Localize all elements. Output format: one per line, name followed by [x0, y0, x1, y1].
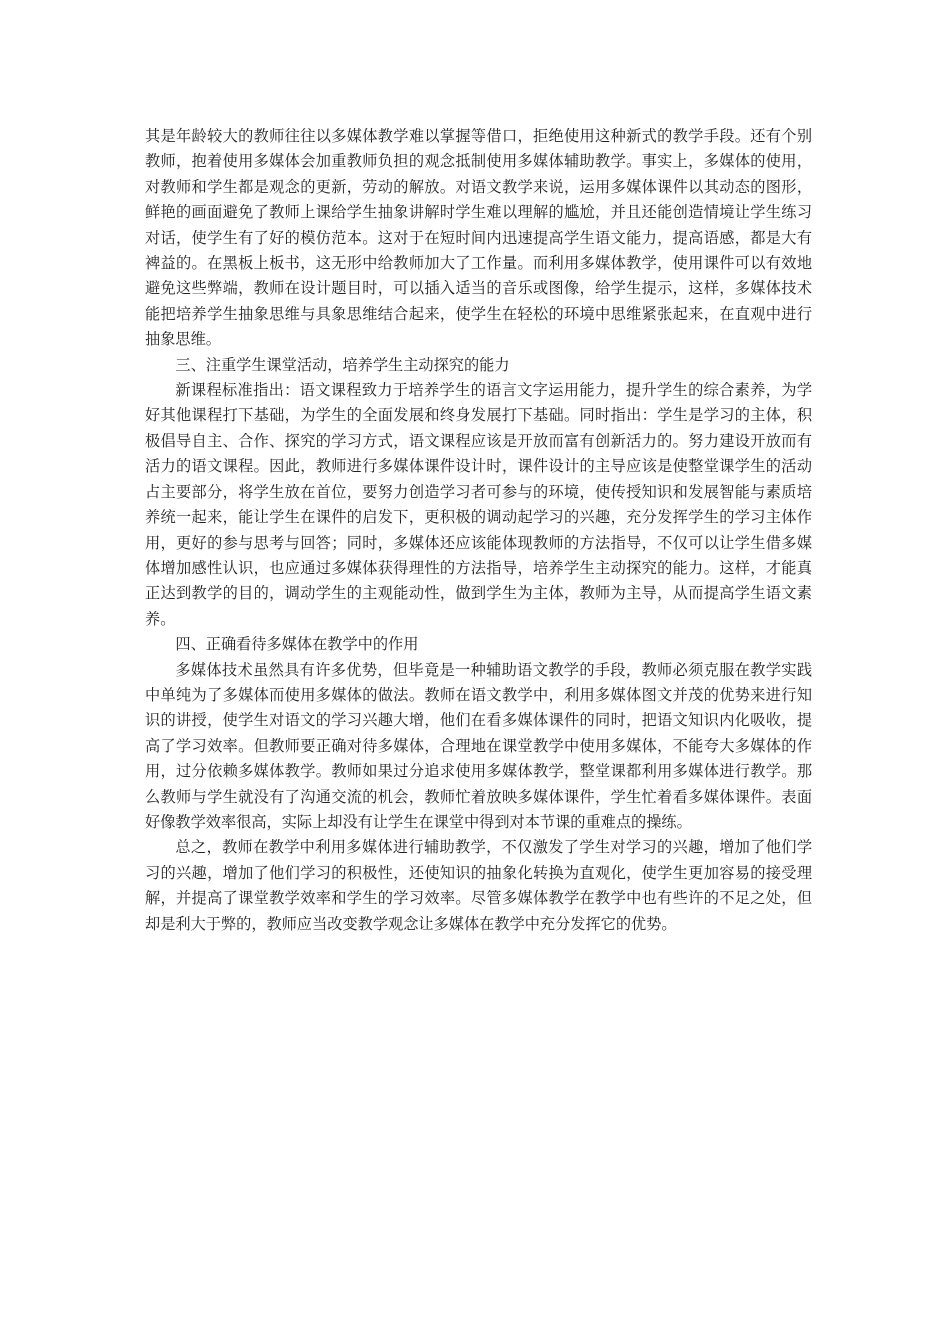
paragraph-multimedia-role: 多媒体技术虽然具有许多优势，但毕竟是一种辅助语文教学的手段，教师必须克服在教学实践中单纯为了多媒体而使用多媒体的做法。教师在语文教学中，利用多媒体图文并茂的优势来进行知识的讲授，使学生对语文的学习兴趣大增，他们在看多媒体课件的同时，把语文知识内化吸收，提高了学习效率。但教师要正确对待多媒体，合理地在课堂教学中使用多媒体，不能夸大多媒体的作用，过分依赖多媒体教学。教师如果过分追求使用多媒体教学，整堂课都利用多媒体进行教学。那么教师与学生就没有了沟通交流的机会，教师忙着放映多媒体课件，学生忙着看多媒体课件。表面好像教学效率很高，实际上却没有让学生在课堂中得到对本节课的重难点的操练。	[145, 660, 812, 831]
paragraph-continued: 其是年龄较大的教师往往以多媒体教学难以掌握等借口，拒绝使用这种新式的教学手段。还有个别教师，抱着使用多媒体会加重教师负担的观念抵制使用多媒体辅助教学。事实上，多媒体的使用，对教师和学生都是观念的更新，劳动的解放。对语文教学来说，运用多媒体课件以其动态的图形，鲜艳的画面避免了教师上课给学生抽象讲解时学生难以理解的尴尬，并且还能创造情境让学生练习对话，使学生有了好的模仿范本。这对于在短时间内迅速提高学生语文能力，提高语感，都是大有裨益的。在黑板上板书，这无形中给教师加大了工作量。而利用多媒体教学，使用课件可以有效地避免这些弊端，教师在设计题目时，可以插入适当的音乐或图像，给学生提示，这样，多媒体技术能把培养学生抽象思维与具象思维结合起来，使学生在轻松的环境中思维紧张起来，在直观中进行抽象思维。	[145, 127, 812, 349]
section-heading-4: 四、正确看待多媒体在教学中的作用	[175, 635, 419, 654]
section-heading-3: 三、注重学生课堂活动，培养学生主动探究的能力	[175, 355, 510, 374]
document-body	[145, 124, 812, 937]
paragraph-conclusion: 总之，教师在教学中利用多媒体进行辅助教学，不仅激发了学生对学习的兴趣，增加了他们学习的兴趣，增加了他们学习的积极性，还使知识的抽象化转换为直观化，使学生更加容易的接受理解，并提高了课堂教学效率和学生的学习效率。尽管多媒体教学在教学中也有些许的不足之处，但却是利大于弊的，教师应当改变教学观念让多媒体在教学中充分发挥它的优势。	[145, 838, 812, 933]
paragraph-new-curriculum: 新课程标准指出：语文课程致力于培养学生的语言文字运用能力，提升学生的综合素养，为学好其他课程打下基础，为学生的全面发展和终身发展打下基础。同时指出：学生是学习的主体，积极倡导自主、合作、探究的学习方式，语文课程应该是开放而富有创新活力的。努力建设开放而有活力的语文课程。因此，教师进行多媒体课件设计时，课件设计的主导应该是使整堂课学生的活动占主要部分，将学生放在首位，要努力创造学习者可参与的环境，使传授知识和发展智能与素质培养统一起来，能让学生在课件的启发下，更积极的调动起学习的兴趣，充分发挥学生的学习主体作用，更好的参与思考与回答；同时，多媒体还应该能体现教师的方法指导，不仅可以让学生借多媒体增加感性认识，也应通过多媒体获得理性的方法指导，培养学生主动探究的能力。这样，才能真正达到教学的目的，调动学生的主观能动性，做到学生为主体，教师为主导，从而提高学生语文素养。	[145, 381, 812, 628]
